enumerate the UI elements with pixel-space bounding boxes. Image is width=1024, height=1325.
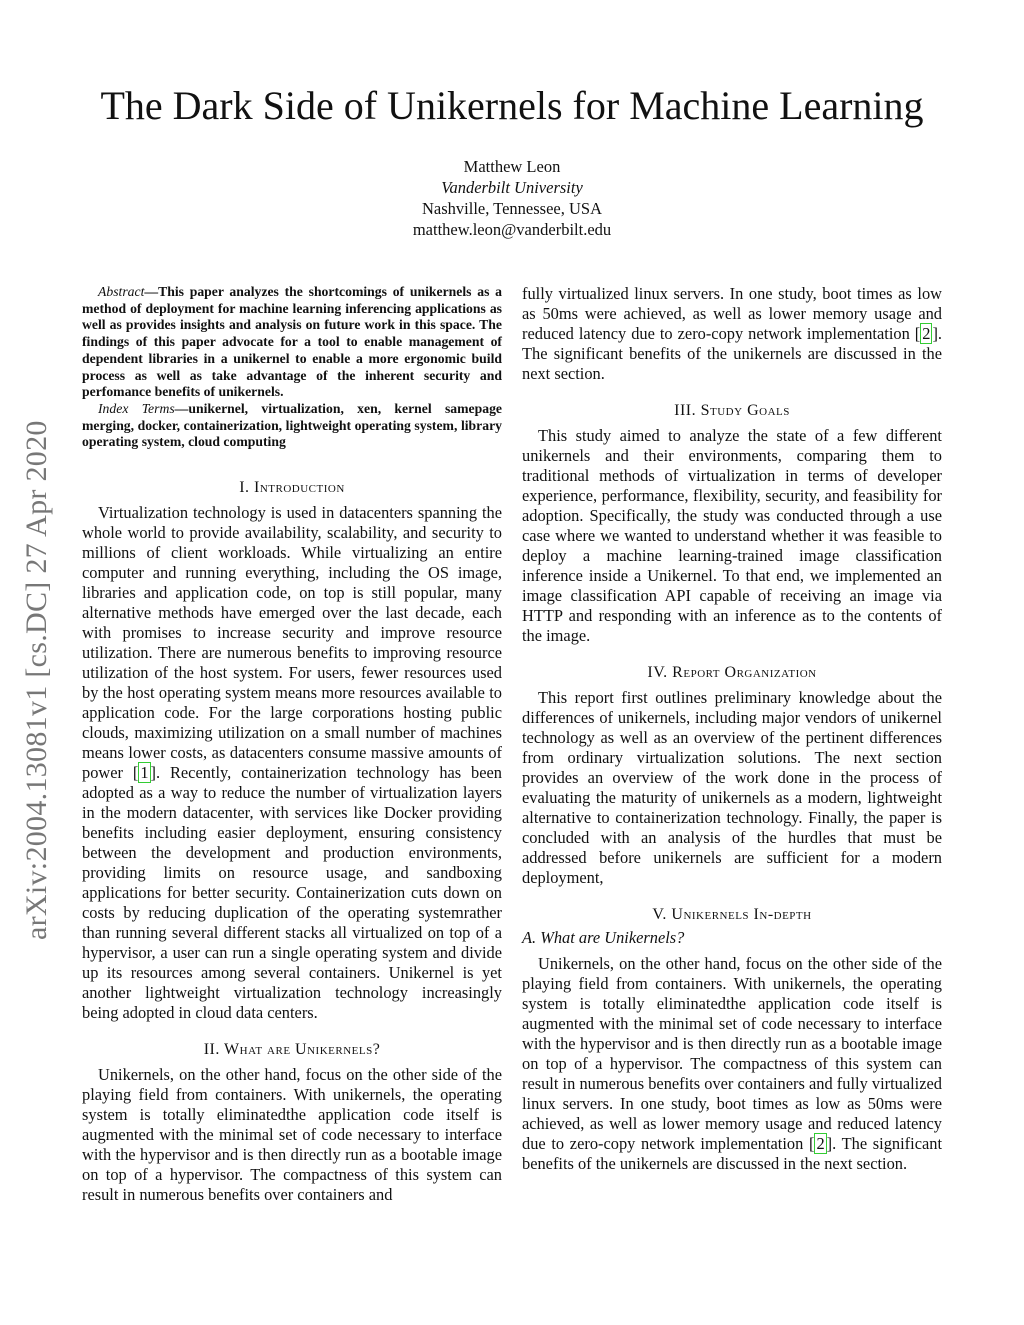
abstract [82,284,502,401]
goals-paragraph: This study aimed to analyze the state of a few different unikernels and their environments, comparing them to traditional methods of virtualization in terms of developer experience, performance, flexibility, security, and feasibility for adoption. Specifically, the study was conducted through a use case where we wanted to understand whether it was feasible to deploy a machine learning-trained image classification inference inside a Unikernel. To that end, we implemented an image classification API capable of receiving an image via HTTP and responding with an inference as to the contents of the image. [522,426,942,645]
abstract-text: —This paper analyzes the shortcomings of unikernels as a method of deployment for machine learning inferencing applications as well as provides insights and analysis on future work in this space. The findings of this paper advocate for a tool to enable management of dependent libraries in a unikernel to enable a more ergonomic build process as well as take advantage of the inherent security and perfomance benefits of unikernels. [82,284,502,400]
citation-link[interactable]: 1 [140,763,149,783]
text: fully virtualized linux servers. In one study, boot times as low as 50ms were achieved, as well as lower memory usage and reduced latency due to zero-copy network implementation [ [522,284,942,343]
what-paragraph: Unikernels, on the other hand, focus on the other side of the playing field from containers. With unikernels, the operating system is totally eliminatedthe application code itself is augmented with the minimal set of code necessary to interface with the hypervisor and is then directly run as a bootable image on top of a hypervisor. The compactness of this system can result in numerous benefits over containers and [82,1065,502,1205]
paper-title: The Dark Side of Unikernels for Machine Learning [100,83,924,128]
section-heading-report-organization: IV. Report Organization [647,664,817,681]
text: ]. The significant benefits of the unikernels are discussed in the next section. [522,1134,942,1173]
arxiv-identifier: arXiv:2004.13081v1 [cs.DC] 27 Apr 2020 [20,420,53,940]
right-column [522,284,942,1174]
citation-link[interactable]: 2 [816,1134,825,1153]
text: Unikernels, on the other hand, focus on the other side of the playing field from containers. With unikernels, the operating system is totally eliminatedthe application code itself is augmented with the minimal set of code necessary to interface with the hypervisor and is then directly run as a bootable image on top of a hypervisor. The compactness of this system can result in numerous benefits over containers and fully virtualized linux servers. In one study, boot times as low as 50ms were achieved, as well as lower memory usage and reduced latency due to zero-copy network implementation [ [522,954,942,1153]
section-heading-unikernels-in-depth: V. Unikernels In-depth [652,906,812,923]
section-heading-what-are-unikernels: II. What are Unikernels? [203,1041,381,1059]
citation-link[interactable]: 2 [922,324,931,343]
subsection-heading: A. What are Unikernels? [522,928,685,947]
org-paragraph: This report first outlines preliminary knowledge about the differences of unikernels, including major vendors of unikernel technology as well as an overview of the pertinent differences from ordinary virtualization solutions. The next section provides an overview of the work done in the process of evaluating the maturity of unikernels as a modern, lightweight alternative to containerization technology. Finally, the paper is concluded with an analysis of the hurdles that must be addressed before unikernels are sufficient for a modern deployment, [522,688,942,887]
what-paragraph-continued [522,284,942,384]
section-heading-study-goals: III. Study Goals [674,402,790,419]
index-terms-label: Index Terms [98,400,175,416]
index-terms-text: —unikernel, virtualization, xen, kernel samepage merging, docker, containerization, lightweight operating system, library operating system, cloud computing [82,400,502,450]
author-location: Nashville, Tennessee, USA [421,199,602,218]
intro-paragraph [82,503,502,1023]
text: Virtualization technology is used in datacenters spanning the whole world to provide availability, scalability, and security to millions of client workloads. While virtualizing an entire computer and running everything, including the OS image, libraries and application code, on top is still popular, many alternative methods have emerged over the last decade, each with promises to increase security and improve resource utilization. There are numerous benefits to improving resource utilization of the host system. For users, fewer resources used by the host operating system means more resources available to application code. For the large corporations hosting public clouds, maximizing utilization on a small number of machines means lower costs, as datacenters consume massive amounts of power [ [82,503,502,783]
left-column [82,284,502,1205]
author-name: Matthew Leon [463,157,561,176]
index-terms [82,401,502,451]
author-affiliation: Vanderbilt University [441,178,583,197]
abstract-label: Abstract [98,284,145,299]
depth-paragraph [522,954,942,1174]
text: ]. The significant benefits of the unikernels are discussed in the next section. [522,324,942,383]
author-block [0,156,1024,240]
text: ]. Recently, containerization technology has been adopted as a way to reduce the number of virtualization layers in the modern datacenter, with services like Docker providing benefits including easier deployment, ensuring consistency between the development and production environments, providing limits on resource usage, and sandboxing applications for better security. Containerization cuts down on costs by reducing duplication of the operating systemrather than running several different stacks all virtualized on top of a hypervisor, a user can run a single operating system and divide up its resources among several containers. Unikernel is yet another lightweight virtualization technology increasingly being adopted in cloud data centers. [82,763,502,1023]
author-email: matthew.leon@vanderbilt.edu [412,220,612,239]
section-heading-introduction: I. Introduction [239,479,345,497]
